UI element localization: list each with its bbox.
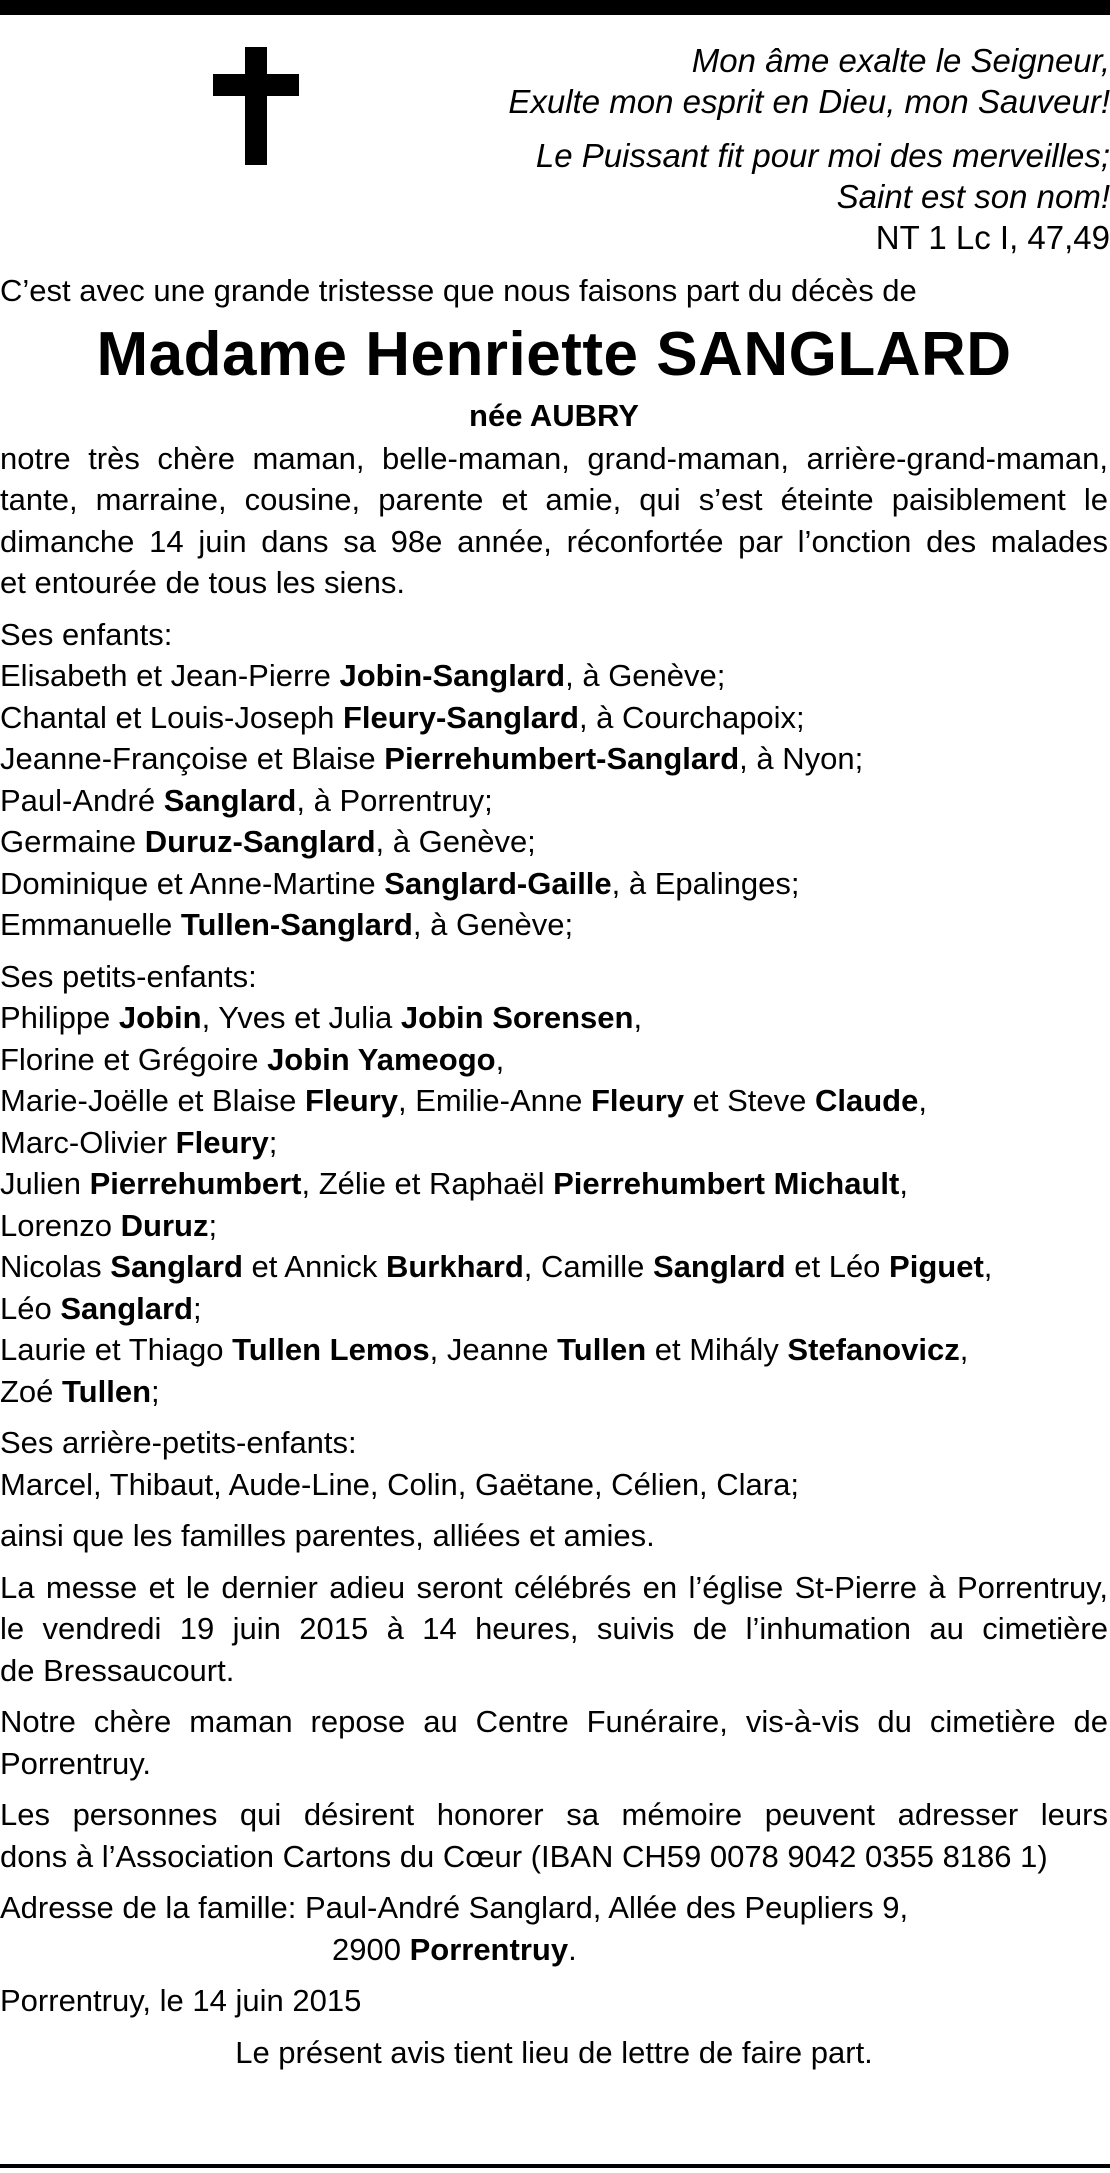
grandchild-family-name: Jobin Sorensen xyxy=(400,1000,634,1035)
child-entry xyxy=(0,697,1108,739)
grandchildren-line xyxy=(0,1329,1108,1371)
grandchild-text: , Emilie-Anne xyxy=(398,1083,591,1118)
grandchild-text: ; xyxy=(193,1290,202,1326)
grandchild-family-name: Piguet xyxy=(889,1249,984,1284)
grandchild-family-name: Pierrehumbert Michault xyxy=(553,1166,900,1201)
grandchild-text: , Jeanne xyxy=(429,1332,558,1367)
child-family-name: Duruz-Sanglard xyxy=(144,824,376,859)
great-grandchildren-heading: Ses arrière-petits-enfants: xyxy=(0,1425,357,1460)
grandchildren-line xyxy=(0,1080,1108,1122)
child-family-name: Jobin-Sanglard xyxy=(339,658,566,693)
place-date: Porrentruy, le 14 juin 2015 xyxy=(0,1983,362,2018)
children-section xyxy=(0,614,1108,946)
grandchildren-line xyxy=(0,1122,1108,1164)
grandchild-text: et Léo xyxy=(785,1249,890,1284)
rest-line: Porrentruy. xyxy=(0,1745,152,1781)
grandchild-text: Philippe xyxy=(0,1000,119,1035)
child-first-names: Jeanne-Françoise et Blaise xyxy=(0,741,385,776)
child-first-names: Emmanuelle xyxy=(0,907,181,942)
donations-line: Les personnes qui désirent honorer sa mémoire peuvent adresser leurs xyxy=(0,1797,1108,1832)
description-line: dimanche 14 juin dans sa 98e année, réconfortée par l’onction des malades xyxy=(0,523,1108,559)
grandchild-text: , xyxy=(959,1332,969,1367)
great-grandchildren-names: Marcel, Thibaut, Aude-Line, Colin, Gaëtane, Célien, Clara; xyxy=(0,1466,799,1502)
grandchild-family-name: Jobin Yameogo xyxy=(267,1041,496,1077)
verse-reference: NT 1 Lc I, 47,49 xyxy=(875,219,1110,256)
child-entry xyxy=(0,863,1108,905)
grandchildren-line xyxy=(0,1163,1108,1205)
grandchild-family-name: Tullen xyxy=(557,1332,647,1367)
grandchild-text: , Yves et Julia xyxy=(201,1000,401,1035)
address-line: Adresse de la famille: Paul-André Sanglard, Allée des Peupliers 9, xyxy=(0,1890,909,1925)
grandchild-text: Laurie et Thiago xyxy=(0,1332,233,1367)
grandchild-family-name: Sanglard xyxy=(652,1249,786,1284)
bible-verse xyxy=(430,40,1110,258)
cross-icon xyxy=(213,47,299,165)
child-place: , à Nyon; xyxy=(739,741,864,776)
address-postcode: 2900 xyxy=(332,1931,410,1967)
description-line: notre très chère maman, belle-maman, grand-maman, arrière-grand-maman, xyxy=(0,440,1108,476)
address-city-line xyxy=(0,1929,1108,1971)
child-entry xyxy=(0,821,1108,863)
grandchild-text: , xyxy=(918,1083,927,1118)
ceremony-line: La messe et le dernier adieu seront célébrés en l’église St-Pierre à Porrentruy, xyxy=(0,1569,1108,1605)
child-entry xyxy=(0,904,1108,946)
ceremony-text xyxy=(0,1567,1108,1692)
child-entry xyxy=(0,780,1108,822)
grandchild-family-name: Duruz xyxy=(120,1207,209,1243)
bottom-border xyxy=(0,2164,1110,2168)
rest-line: Notre chère maman repose au Centre Funéraire, vis-à-vis du cimetière de xyxy=(0,1704,1108,1739)
grandchild-family-name: Tullen xyxy=(62,1373,152,1409)
child-family-name: Fleury-Sanglard xyxy=(342,699,579,735)
child-entry xyxy=(0,655,1108,697)
grandchild-family-name: Sanglard xyxy=(60,1290,193,1326)
child-family-name: Pierrehumbert-Sanglard xyxy=(384,741,740,776)
description-line: et entourée de tous les siens. xyxy=(0,565,405,600)
grandchild-text: et Annick xyxy=(242,1249,386,1284)
child-place: , à Genève; xyxy=(375,824,536,859)
ceremony-line: de Bressaucourt. xyxy=(0,1652,235,1688)
child-place: , à Genève; xyxy=(565,658,726,693)
obituary-body xyxy=(0,270,1108,2073)
description xyxy=(0,438,1108,604)
donations-text xyxy=(0,1794,1108,1877)
grandchild-text: ; xyxy=(151,1373,160,1409)
grandchild-family-name: Claude xyxy=(814,1083,919,1118)
grandchild-text: et Mihály xyxy=(646,1332,788,1367)
intro-text: C’est avec une grande tristesse que nous faisons part du décès de xyxy=(0,273,917,308)
child-family-name: Tullen-Sanglard xyxy=(180,907,413,942)
rest-text xyxy=(0,1701,1108,1784)
child-first-names: Dominique et Anne-Martine xyxy=(0,865,385,901)
grandchildren-line xyxy=(0,1039,1108,1081)
grandchild-text: Lorenzo xyxy=(0,1207,121,1243)
grandchild-family-name: Burkhard xyxy=(385,1249,524,1284)
deceased-name: Madame Henriette SANGLARD xyxy=(96,319,1012,389)
description-line: tante, marraine, cousine, parente et amie, qui s’est éteinte paisiblement le xyxy=(0,482,1108,517)
footer-note: Le présent avis tient lieu de lettre de faire part. xyxy=(235,2034,873,2070)
child-place: , à Epalinges; xyxy=(611,865,800,901)
verse-line: Exulte mon esprit en Dieu, mon Sauveur! xyxy=(508,83,1110,120)
grandchild-text: Marie-Joëlle et Blaise xyxy=(0,1083,305,1118)
grandchildren-section xyxy=(0,956,1108,1413)
child-first-names: Germaine xyxy=(0,824,145,859)
child-place: , à Genève; xyxy=(412,907,574,942)
grandchild-text: , xyxy=(899,1166,908,1201)
grandchild-text: , Camille xyxy=(523,1249,653,1284)
grandchildren-heading: Ses petits-enfants: xyxy=(0,958,257,994)
child-place: , à Porrentruy; xyxy=(296,782,493,818)
donations-line: dons à l’Association Cartons du Cœur (IBAN CH59 0078 9042 0355 8186 1) xyxy=(0,1838,1048,1874)
child-entry xyxy=(0,738,1108,780)
grandchildren-line xyxy=(0,1288,1108,1330)
child-first-names: Paul-André xyxy=(0,782,164,818)
grandchild-text: Florine et Grégoire xyxy=(0,1041,268,1077)
grandchild-text: Nicolas xyxy=(0,1249,111,1284)
child-first-names: Chantal et Louis-Joseph xyxy=(0,699,343,735)
birth-name: née AUBRY xyxy=(469,397,639,433)
grandchild-family-name: Fleury xyxy=(590,1083,684,1118)
grandchildren-line xyxy=(0,1205,1108,1247)
grandchild-text: et Steve xyxy=(684,1083,815,1118)
child-family-name: Sanglard xyxy=(163,782,297,818)
grandchildren-line xyxy=(0,1371,1108,1413)
grandchildren-line xyxy=(0,1246,1108,1288)
family-address xyxy=(0,1887,1108,1970)
verse-line: Mon âme exalte le Seigneur, xyxy=(691,42,1110,79)
grandchild-text: ; xyxy=(208,1207,218,1243)
grandchild-text: , xyxy=(983,1249,993,1284)
children-heading: Ses enfants: xyxy=(0,616,173,652)
ceremony-line: le vendredi 19 juin 2015 à 14 heures, suivis de l’inhumation au cimetière xyxy=(0,1611,1108,1646)
child-family-name: Sanglard-Gaille xyxy=(384,865,612,901)
child-first-names: Elisabeth et Jean-Pierre xyxy=(0,658,340,693)
grandchild-text: , xyxy=(633,1000,643,1035)
grandchild-text: Marc-Olivier xyxy=(0,1124,176,1160)
grandchild-text: Julien xyxy=(0,1166,90,1201)
verse-line: Saint est son nom! xyxy=(836,178,1110,215)
grandchild-text: ; xyxy=(268,1124,278,1160)
grandchild-family-name: Fleury xyxy=(175,1124,269,1160)
great-grandchildren-section xyxy=(0,1422,1108,1505)
grandchild-family-name: Pierrehumbert xyxy=(89,1166,302,1201)
grandchildren-line xyxy=(0,997,1108,1039)
grandchild-family-name: Jobin xyxy=(118,1000,202,1035)
grandchild-text: Zoé xyxy=(0,1373,63,1409)
grandchild-family-name: Sanglard xyxy=(110,1249,243,1284)
verse-line: Le Puissant fit pour moi des merveilles; xyxy=(535,137,1110,174)
address-end: . xyxy=(568,1931,577,1967)
grandchild-family-name: Tullen Lemos xyxy=(232,1332,430,1367)
grandchild-text: , Zélie et Raphaël xyxy=(301,1166,554,1201)
grandchild-family-name: Fleury xyxy=(304,1083,398,1118)
address-city: Porrentruy xyxy=(409,1931,569,1967)
grandchild-text: Léo xyxy=(0,1290,61,1326)
child-place: , à Courchapoix; xyxy=(578,699,805,735)
top-border xyxy=(0,0,1110,15)
grandchild-family-name: Stefanovicz xyxy=(787,1332,960,1367)
families-text: ainsi que les familles parentes, alliées et amies. xyxy=(0,1518,655,1553)
grandchild-text: , xyxy=(495,1041,505,1077)
